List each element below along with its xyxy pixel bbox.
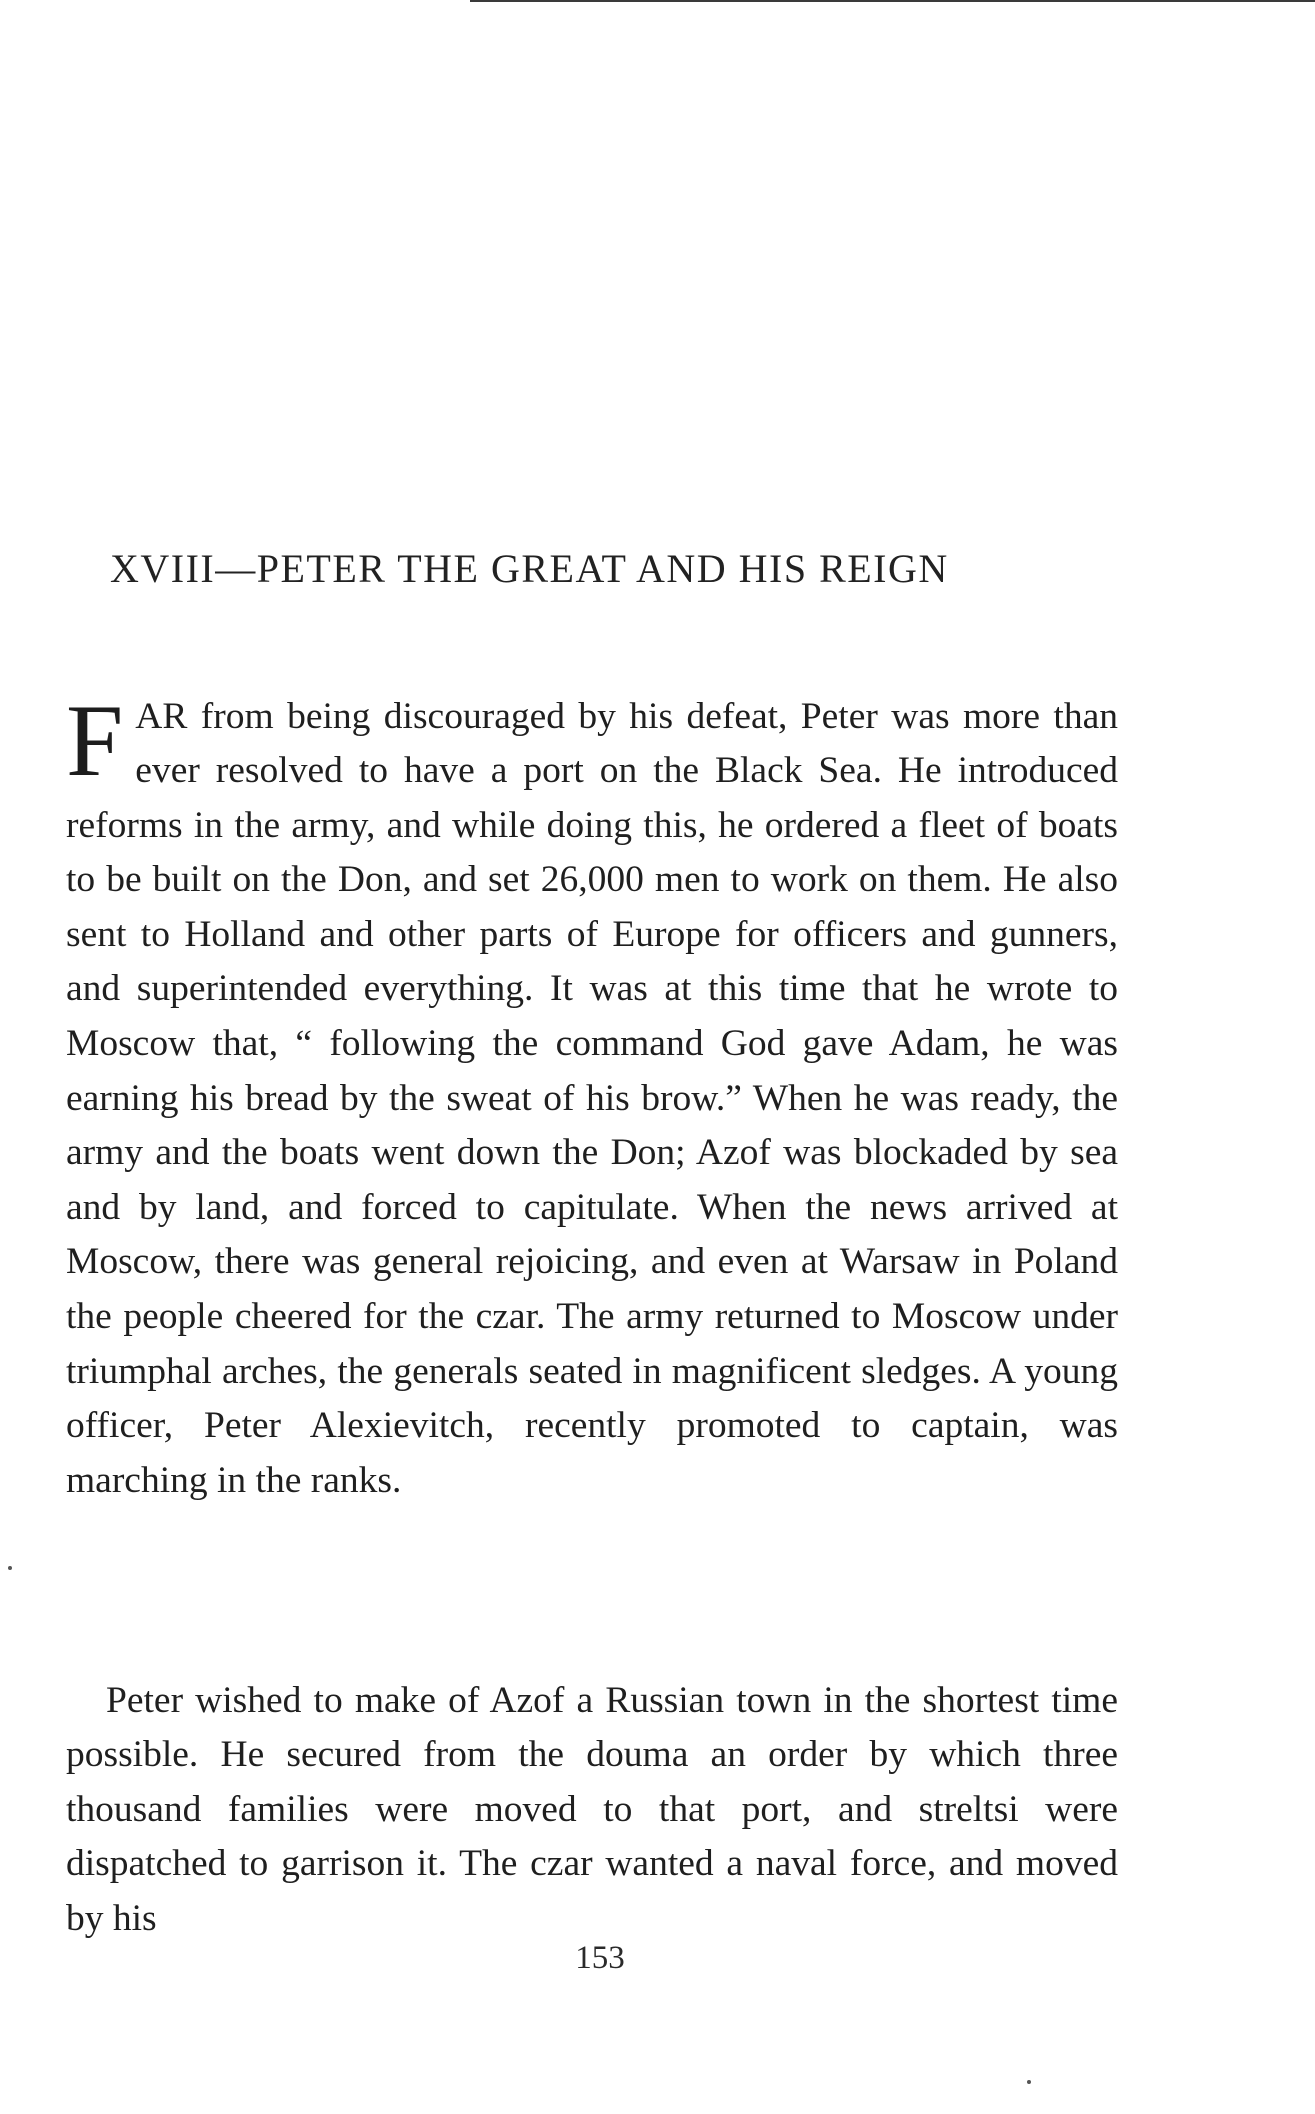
scan-speck (8, 1566, 12, 1570)
chapter-title: XVIII—PETER THE GREAT AND HIS REIGN (110, 546, 949, 591)
paragraph-1-text: AR from being discouraged by his defeat, Peter was more than ever resolved to have a port on the Black Sea. He introduced reforms in the army, and while doing this, he ordered a fleet of boats to be built on the Don, and set 26,000 men to work on them. He also sent to Holland and other parts of Europe for officers and gunners, and superintended everything. It was at this time that he wrote to Moscow that, “ following the command God gave Adam, he was earning his bread by the sweat of his brow.” When he was ready, the army and the boats went down the Don; Azof was blockaded by sea and by land, and forced to capitulate. When the news arrived at Moscow, there was general rejoicing, and even at Warsaw in Poland the people cheered for the czar. The army returned to Moscow under triumphal arches, the generals seated in magnificent sledges. A young officer, Peter Alexievitch, recently promoted to captain, was marching in the ranks. (66, 695, 1118, 1501)
top-edge-rule (470, 0, 1315, 2)
paragraph-1 (66, 683, 1118, 1509)
paragraph-2: Peter wished to make of Azof a Russian town in the shortest time possible. He secured from the douma an order by which three thousand families were moved to that port, and streltsi were dispatched to garrison it. The czar wanted a naval force, and moved by his (66, 1679, 1118, 1939)
scan-speck (1027, 2080, 1031, 2084)
drop-cap: F (66, 683, 124, 798)
page-number: 153 (575, 1940, 625, 1976)
